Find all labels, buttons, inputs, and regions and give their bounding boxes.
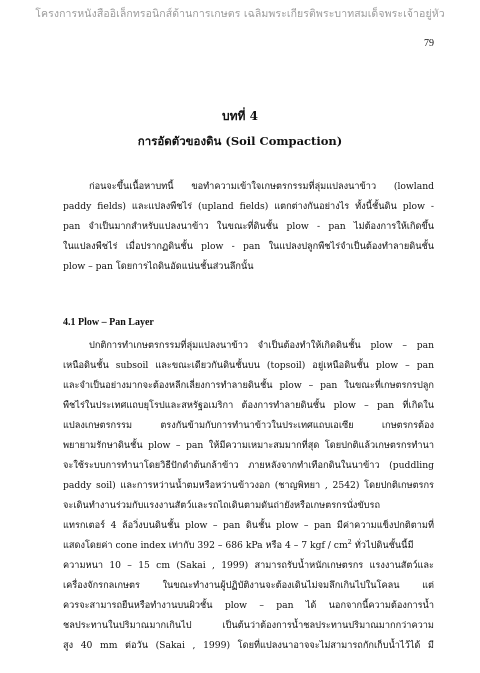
text-line: พยายามรักษาดินชั้น plow – pan ให้มีความเหมาะสมมากที่สุด โดยปกติแล้วเกษตรกรทำนา (63, 440, 434, 451)
text-line: แทรกเตอร์ 4 ล้อวิ่งบนดินชั้น plow – pan ดินชั้น plow – pan มีค่าความแข็งปกติตามที่ (63, 520, 434, 531)
text-line: ก่อนจะขึ้นเนื้อหาบทนี้ ขอทำความเข้าใจเกษตรกรรมที่ลุ่มแปลงนาข้าว (lowland (89, 181, 434, 192)
text-line: จะใช้ระบบการทำนาโดยวิธีปักดำต้นกล้าข้าว ภายหลังจากทำเทือกดินในนาข้าว (puddling (63, 460, 434, 471)
text-segment: ทั่วไปดินชั้นนี้มี (351, 540, 414, 551)
text-line: ในแปลงพืชไร่ เมื่อปรากฏดินชั้น plow - pan ในแปลงปลูกพืชไร่จำเป็นต้องทำลายดินชั้น (63, 241, 434, 252)
text-line: ควรจะสามารถยืนหรือทำงานบนผิวชั้น plow – pan ได้ นอกจากนี้ความต้องการน้ำ (63, 600, 434, 611)
text-line: ชลประทานในปริมาณมากเกินไป เป็นต้นว่าต้องการน้ำชลประทานปริมาณมากกว่าความ (63, 620, 434, 631)
text-line: ปกติการทำเกษตรกรรมที่ลุ่มแปลงนาข้าว จำเป็นต้องทำให้เกิดดินชั้น plow – pan (89, 340, 434, 351)
text-line: paddy fields) และแปลงพืชไร่ (upland fields) แตกต่างกันอย่างไร ทั้งนี้ชั้นดิน plow - (63, 201, 434, 212)
text-line: paddy soil) และการหว่านน้ำตมหรือหว่านข้าวงอก (ชาญพิทยา , 2542) โดยปกติเกษตรกร (63, 480, 434, 491)
text-line: และจำเป็นอย่างมากจะต้องหลีกเลี่ยงการทำลายดินชั้น plow – pan ในขณะที่เกษตรกรปลูก (63, 380, 434, 391)
chapter-title: บทที่ 4 (222, 109, 258, 123)
text-line-with-unit (63, 536, 434, 556)
text-line: สูง 40 mm ต่อวัน (Sakai , 1999) โดยที่แปลงนาอาจจะไม่สามารถกักเก็บน้ำไว้ได้ มี (63, 640, 434, 651)
document-header: โครงการหนังสืออิเล็กทรอนิกส์ด้านการเกษตร เฉลิมพระเกียรติพระบาทสมเด็จพระเจ้าอยู่หัว (35, 8, 445, 20)
unit-superscript: 2 (347, 537, 352, 546)
text-line: พืชไร่ในประเทศแถบยุโรปและสหรัฐอเมริกา ต้องการทำลายดินชั้น plow – pan ที่เกิดใน (63, 400, 434, 411)
text-line: plow – pan โดยการไถดินอัดแน่นชั้นส่วนลึกนั้น (63, 261, 254, 272)
section-heading: 4.1 Plow – Pan Layer (63, 317, 154, 328)
page-number: 79 (424, 38, 434, 49)
chapter-subtitle: การอัดตัวของดิน (Soil Compaction) (137, 134, 343, 148)
section-paragraph (63, 336, 434, 656)
intro-paragraph (63, 177, 434, 277)
text-line: จะเดินทำงานร่วมกับแรงงานสัตว์และรถไถเดินตามดันถ่ายังหรือเกษตรกรนั่งขับรถ (63, 500, 381, 511)
text-line: ความหนา 10 – 15 cm (Sakai , 1999) สามารถรับน้ำหนักเกษตรกร แรงงานสัตว์และ (63, 560, 434, 571)
text-line: pan จำเป็นมากสำหรับแปลงนาข้าว ในขณะที่ดินชั้น plow - pan ไม่ต้องการให้เกิดขึ้น (63, 221, 434, 232)
text-segment: แสดงโดยค่า cone index เท่ากับ 392 – 686 kPa หรือ 4 – 7 kgf / cm (63, 540, 348, 551)
text-line: เครื่องจักรกลเกษตร ในขณะทำงานผู้ปฏิบัติงานจะต้องเดินไม่จมลึกเกินไปในโคลน แต่ (63, 580, 434, 591)
text-line: แปลงเกษตรกรรม ตรงกันข้ามกับการทำนาข้าวในประเทศแถบเอเซีย เกษตรกรต้อง (63, 420, 434, 431)
text-line: เหนือดินชั้น subsoil และขณะเดียวกันดินชั้นบน (topsoil) อยู่เหนือดินชั้น plow – pan (63, 360, 434, 371)
